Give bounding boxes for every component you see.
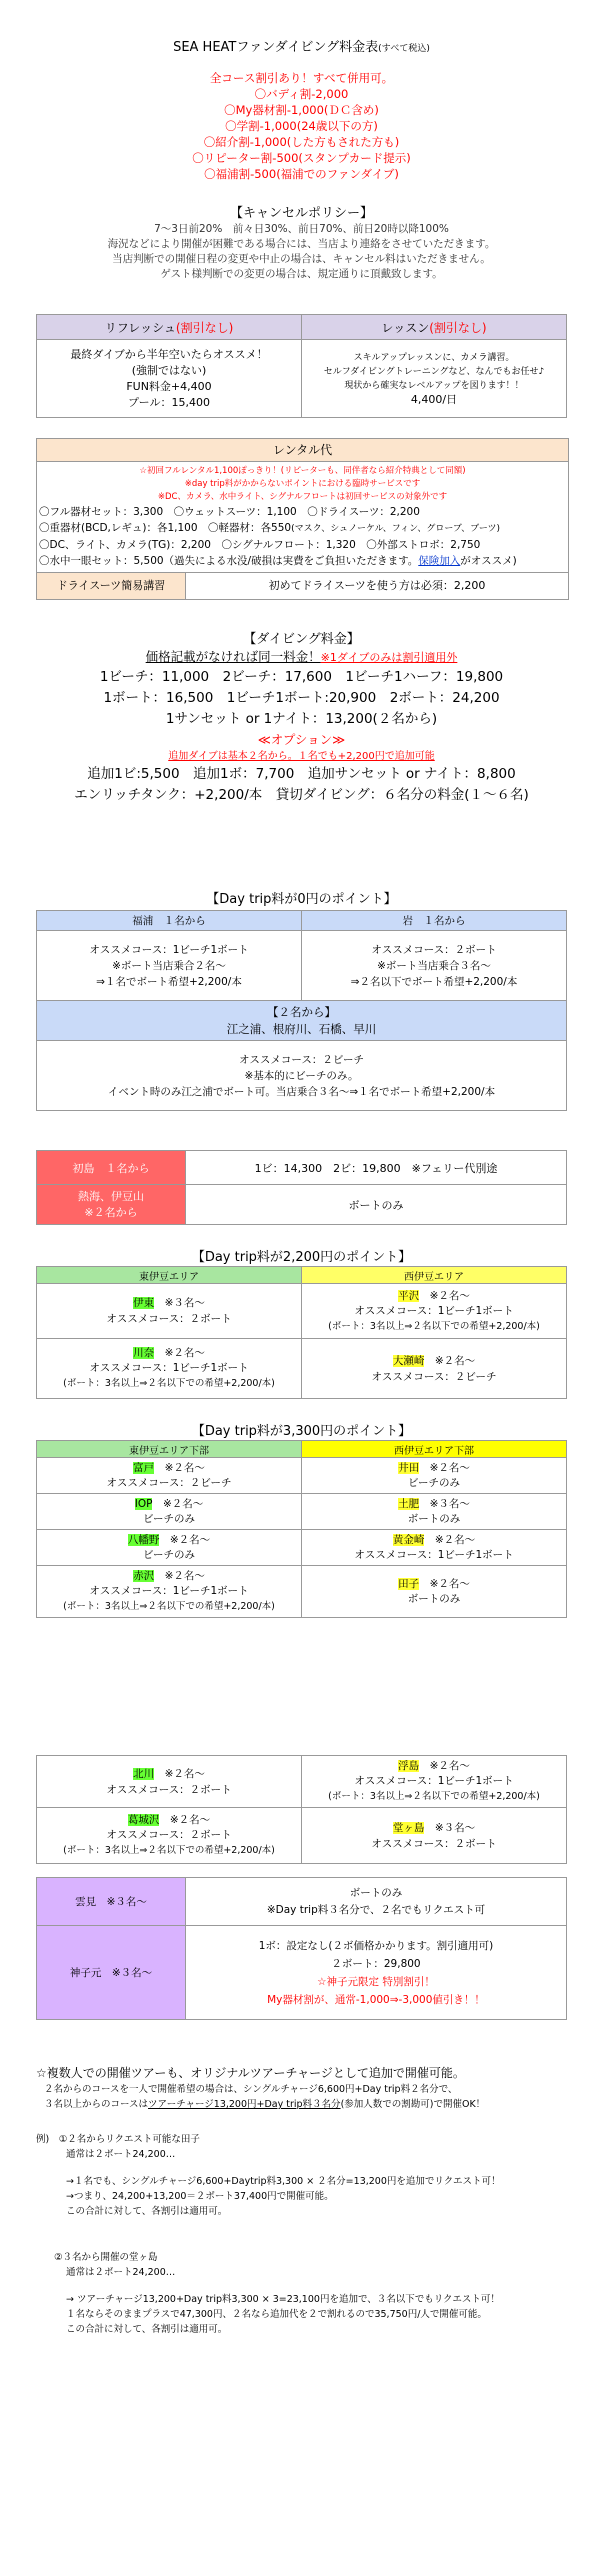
tour-section [36, 2064, 576, 2112]
hokkawa-cell: 北川 ※２名～ オススメコース：２ボート [37, 1756, 302, 1808]
ida-cell: 井田 ※２名～ ビーチのみ [302, 1458, 567, 1494]
title-note: (すべて税込) [378, 44, 430, 54]
cancel-line: ゲスト様判断での変更の場合は、規定通りに頂戴致します。 [160, 268, 443, 280]
atami-boat: ボートのみ [186, 1185, 567, 1225]
insurance-link[interactable]: 保険加入 [418, 555, 461, 567]
refresh-header: リフレッシュ(割引なし) [37, 315, 302, 340]
cancel-heading: 【キャンセルポリシー】 [229, 206, 373, 221]
fee2200-table [36, 1266, 567, 1399]
kumoi-body: ボートのみ ※Day trip料３名分で、２名でもリクエスト可 [186, 1878, 567, 1926]
rental-heading: レンタル代 [37, 439, 568, 462]
lesson-body: スキルアップレッスンに、カメラ講習。 セルフダイビングトレーニングなど、なんでもお任せ♪ 現状から確実なレベルアップを図ります！！ 4,400/日 [302, 340, 567, 418]
iop-cell: IOP ※２名～ ビーチのみ [37, 1494, 302, 1530]
cancel-body [0, 222, 603, 282]
zero-fee-heading: 【Day trip料が0円のポイント】 [206, 892, 397, 907]
fukuura-head: 福浦 １名から [37, 911, 302, 931]
kumoi-label: 雲見 ※３名～ [37, 1878, 186, 1926]
refresh-lesson-table [36, 314, 567, 418]
koganezaki-cell: 黄金崎 ※２名～ オススメコース：1ビーチ1ボート [302, 1530, 567, 1566]
cancel-line: 7～3日前20% 前々日30%、前日70%、前日20時以降100% [154, 223, 449, 235]
discount-line: 〇紹介割-1,000(した方もされた方も) [203, 135, 400, 149]
tour-example-1: 例) ①２名からリクエスト可能な田子 通常は２ボート24,200… →１名でも、シングルチャージ6,600+Daytrip料3,300 × ２名分=13,200円を追加でリクエスト可！ →つまり、24,200+13,200＝２ボート37,400円で開催可能。 この合計に対して、各割引は適用可。 [36, 2134, 501, 2217]
refresh-body: 最終ダイブから半年空いたらオススメ！ (強制ではない) FUN料金+4,400 プール：15,400 [37, 340, 302, 418]
katsuragisawa-cell: 葛城沢 ※２名～ オススメコース：２ボート (ボート：3名以上⇒２名以下での希望+2,200/本) [37, 1808, 302, 1864]
mikomoto-body: 1ボ：設定なし(２ボ価格かかります。割引適用可) ２ボート：29,800 ☆神子元限定 特別割引！ My器材割が、通常-1,000⇒-3,000値引き！！ [186, 1926, 567, 2020]
fee-extra-table [36, 1755, 567, 1864]
hatsushima-table [36, 1150, 567, 1225]
east-area-head: 東伊豆エリア [37, 1267, 302, 1284]
futo-cell: 富戸 ※２名～ オススメコース：２ビーチ [37, 1458, 302, 1494]
fee2200-heading: 【Day trip料が2,200円のポイント】 [191, 1250, 412, 1265]
east-lower-head: 東伊豆エリア下部 [37, 1441, 302, 1458]
title-text: SEA HEATファンダイビング料金表 [173, 40, 379, 55]
hirasawa-cell: 平沢 ※２名～ オススメコース：1ビーチ1ボート (ボート：3名以上⇒２名以下での希望+2,200/本) [302, 1284, 567, 1339]
discount-line: 〇My器材割-1,000(ＤＣ含め) [224, 103, 379, 117]
discount-line: 〇バディ割-2,000 [254, 87, 349, 101]
iwa-body: オススメコース：２ボート ※ボート当店乗合３名～ ⇒２名以下でボート希望+2,200/本 [302, 931, 567, 1001]
fukuura-body: オススメコース：1ビーチ1ボート ※ボート当店乗合２名～ ⇒１名でボート希望+2,200/本 [37, 931, 302, 1001]
ito-cell: 伊東 ※３名～ オススメコース：２ボート [37, 1284, 302, 1339]
fee3300-table [36, 1440, 567, 1618]
dive-fee-heading: 【ダイビング料金】 [243, 632, 360, 647]
discount-line: 〇リピーター割-500(スタンプカード提示) [192, 151, 411, 165]
two-body: オススメコース：２ビーチ ※基本的にビーチのみ。 イベント時のみ江之浦でボート可。当店乗合３名～⇒１名でボート希望+2,200/本 [37, 1041, 567, 1111]
discount-line: 〇学割-1,000(24歳以下の方) [225, 119, 378, 133]
fee3300-heading: 【Day trip料が3,300円のポイント】 [191, 1424, 412, 1439]
tour-heading: ☆複数人での開催ツアーも、オリジナルツアーチャージとして追加で開催可能。 [36, 2066, 465, 2080]
rental-box [36, 438, 569, 600]
rental-notes: ☆初回フルレンタル1,100ぽっきり！(リピーターも、同伴者なら紹介特典として同額) ※day trip料がかからないポイントにおける臨時サービスです ※DC、カメラ、水中ライト、シグナルフロートは初回サービスの対象外です [139, 466, 466, 502]
dive-fee-body: 価格記載がなければ同一料金！※1ダイブのみは割引適用外 1ビーチ：11,000 2ビーチ：17,600 1ビーチ1ハーフ：19,800 1ボート：16,500 1ビーチ1ボート:20,900 2ボート：24,200 1サンセット or 1ナイト：13,200(２名から) ≪オプション≫ 追加ダイブは基本２名から。１名でも+2,200円で追加可能 追加1ビ:5,500 追加1ボ：7,700 追加サンセット or ナイト：8,800 エンリッチタンク：+2,200/本 貸切ダイビング：６名分の料金(１～６名) [74, 649, 529, 803]
hatsushima-label: 初島 １名から [37, 1151, 186, 1185]
discount-line: 全コース割引あり！すべて併用可。 [209, 71, 394, 85]
dry-text: 初めてドライスーツを使う方は必須：2,200 [268, 579, 486, 592]
ukishima-cell: 浮島 ※２名～ オススメコース：1ビーチ1ボート (ボート：3名以上⇒２名以下での希望+2,200/本) [302, 1756, 567, 1808]
osezaki-cell: 大瀬崎 ※２名～ オススメコース：２ビーチ [302, 1339, 567, 1399]
lesson-header: レッスン(割引なし) [302, 315, 567, 340]
discount-line: 〇福浦割-500(福浦でのファンダイブ) [204, 167, 399, 181]
yawatano-cell: 八幡野 ※２名～ ビーチのみ [37, 1530, 302, 1566]
discount-list [0, 70, 603, 182]
tago-cell: 田子 ※２名～ ボートのみ [302, 1566, 567, 1618]
page-title [0, 36, 603, 55]
rental-items: 〇フル器材セット：3,300 〇ウェットスーツ：1,100 〇ドライスーツ：2,200 〇重器材(BCD,レギュ)：各1,100 〇軽器材：各550(マスク、シュノーケル、フィン、グローブ、ブーツ) 〇DC、ライト、カメラ(TG)：2,200 〇シグナルフロート：1,320 〇外部ストロボ：2,750 〇水中一眼セット：5,500（過失による水没/破損は実費をご負担いただきます。保険加入がオススメ) [39, 506, 517, 567]
kawana-cell: 川奈 ※２名～ オススメコース：1ビーチ1ボート (ボート：3名以上⇒２名以下での希望+2,200/本) [37, 1339, 302, 1399]
cancel-line: 当店判断での開催日程の変更や中止の場合は、キャンセル料はいただきません。 [112, 253, 491, 265]
hatsushima-price: 1ビ：14,300 2ビ：19,800 ※フェリー代別途 [186, 1151, 567, 1185]
mikomoto-label: 神子元 ※３名～ [37, 1926, 186, 2020]
dogashima-cell: 堂ヶ島 ※３名～ オススメコース：２ボート [302, 1808, 567, 1864]
akazawa-cell: 赤沢 ※２名～ オススメコース：1ビーチ1ボート (ボート：3名以上⇒２名以下での希望+2,200/本) [37, 1566, 302, 1618]
special-table [36, 1877, 567, 2020]
west-lower-head: 西伊豆エリア下部 [302, 1441, 567, 1458]
atami-label: 熱海、伊豆山 ※２名から [37, 1185, 186, 1225]
dry-label: ドライスーツ簡易講習 [37, 573, 186, 599]
zero-fee-table [36, 910, 567, 1111]
tour-sub: ２名からのコースを一人で開催希望の場合は、シングルチャージ6,600円+Day trip料２名分で、 ３名以上からのコースはツアーチャージ13,200円+Day trip料３名分(参加人数での割勘可)で開催OK！ [44, 2084, 486, 2110]
iwa-head: 岩 １名から [302, 911, 567, 931]
dry-row [37, 572, 568, 599]
two-head: 【２名から】 江之浦、根府川、石橋、早川 [37, 1001, 567, 1041]
west-area-head: 西伊豆エリア [302, 1267, 567, 1284]
toi-cell: 土肥 ※３名～ ボートのみ [302, 1494, 567, 1530]
cancel-line: 海況などにより開催が困難である場合には、当店より連絡をさせていただきます。 [107, 238, 496, 250]
tour-example-2: ②３名から開催の堂ヶ島 通常は２ボート24,200… → ツアーチャージ13,200+Day trip料3,300 × 3=23,100円を追加で、３名以下でもリクエスト可！ １名ならそのままプラスで47,300円、２名なら追加代を２で割れるので35,750円/人で開催可能。 この合計に対して、各割引は適用可。 [54, 2252, 500, 2335]
